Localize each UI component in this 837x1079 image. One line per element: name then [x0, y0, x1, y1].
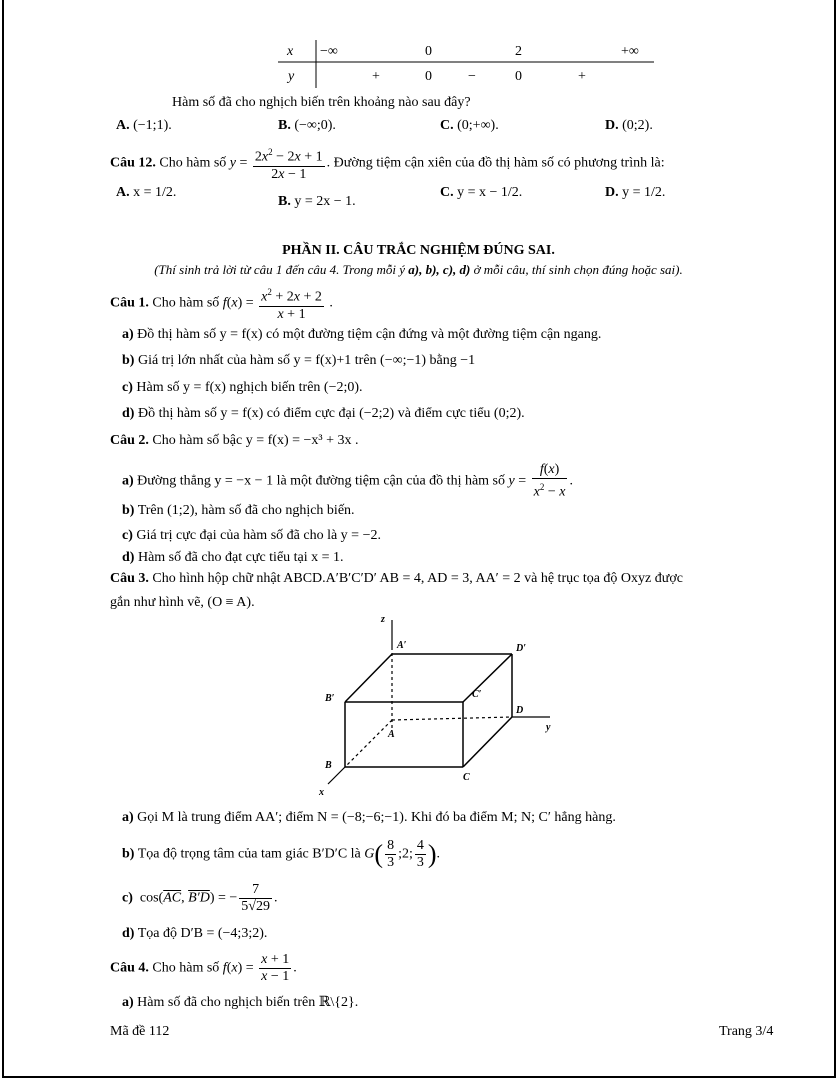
q11-stem: Hàm số đã cho nghịch biến trên khoảng nào sau đây? [172, 95, 471, 110]
table-y-1: 0 [425, 69, 432, 84]
table-x-label: x [287, 44, 294, 59]
q12-option-d: D. y = 1/2. [605, 185, 666, 200]
c3-item-d: d) Tọa độ D′B = (−4;3;2). [122, 926, 268, 941]
fig-label-y: y [546, 722, 551, 733]
footer-exam-code: Mã đề 112 [110, 1024, 170, 1039]
c2-item-b: b) Trên (1;2), hàm số đã cho nghịch biến. [122, 503, 355, 518]
q12-option-c: C. y = x − 1/2. [440, 185, 523, 200]
c3-item-c: c) $\cos(\overline{AC}$, B′D) = − $\frac{7}{5√29}$ . [122, 882, 278, 914]
table-x-3: +∞ [621, 44, 639, 59]
c2-item-d: d) Hàm số đã cho đạt cực tiểu tại x = 1. [122, 550, 344, 565]
c3-stem-line2: gắn như hình vẽ, (O ≡ A). [110, 595, 255, 610]
table-y-label: y [288, 69, 295, 84]
c3-item-a: a) Gọi M là trung điểm AA′; điểm N = (−8;−6;−1). Khi đó ba điểm M; N; C′ hẳng hàng. [122, 810, 616, 825]
c1-stem: Câu 1. Cho hàm số f(x) = $\frac{x^2 + 2x + 2}{x + 1}$ . [110, 284, 333, 323]
q12-stem: Câu 12. Cho hàm số y = $\frac{2x^2 - 2x + 1}{2x - 1}$ . Đường tiệm cận xiên của đồ thị hàm số có phương trình là: [110, 144, 665, 183]
c1-item-b: b) Giá trị lớn nhất của hàm số y = f(x)+1 trên (−∞;−1) bằng −1 [122, 353, 476, 368]
footer-page-number: Trang 3/4 [719, 1024, 774, 1039]
fig-label-a: A [388, 729, 395, 740]
c1-item-c: c) Hàm số y = f(x) nghịch biến trên (−2;0). [122, 380, 363, 395]
table-x-2: 2 [515, 44, 522, 59]
q12-option-b: B. y = 2x − 1. [278, 194, 356, 209]
q11-option-a: A. (−1;1). [116, 118, 172, 133]
fig-label-c-prime: C′ [472, 689, 482, 700]
table-y-0: + [372, 69, 380, 84]
c1-item-a: a) Đồ thị hàm số y = f(x) có một đường tiệm cận đứng và một đường tiệm cận ngang. [122, 327, 602, 342]
q11-option-b: B. (−∞;0). [278, 118, 336, 133]
part2-title: PHẦN II. CÂU TRẮC NGHIỆM ĐÚNG SAI. [282, 243, 555, 258]
fig-label-c: C [463, 772, 470, 783]
part2-instruction: (Thí sinh trả lời từ câu 1 đến câu 4. Trong mỗi ý a), b), c), d) ở mỗi câu, thí sinh chọn đúng hoặc sai). [154, 262, 683, 277]
c2-stem: Câu 2. Cho hàm số bậc y = f(x) = −x³ + 3x . [110, 433, 359, 448]
fig-label-a-prime: A′ [397, 640, 407, 651]
table-x-0: −∞ [320, 44, 338, 59]
c4-item-a: a) Hàm số đã cho nghịch biến trên ℝ\{2}. [122, 995, 359, 1010]
q12-option-a: A. x = 1/2. [116, 185, 177, 200]
fig-label-x: x [319, 787, 324, 798]
table-x-1: 0 [425, 44, 432, 59]
table-y-4: + [578, 69, 586, 84]
q11-option-c: C. (0;+∞). [440, 118, 499, 133]
c3-stem-line1: Câu 3. Cho hình hộp chữ nhật ABCD.A′B′C′D′ AB = 4, AD = 3, AA′ = 2 và hệ trục tọa độ Oxyz được [110, 571, 683, 586]
c2-item-a: a) Đường thẳng y = −x − 1 là một đường tiệm cận của đồ thị hàm số y = $\frac{f(x)}{x^2 - x}$ . [122, 462, 573, 500]
fig-label-b: B [325, 760, 332, 771]
table-y-2: − [468, 69, 476, 84]
c1-item-d: d) Đồ thị hàm số y = f(x) có điểm cực đại (−2;2) và điểm cực tiểu (0;2). [122, 406, 525, 421]
c2-item-c: c) Giá trị cực đại của hàm số đã cho là y = −2. [122, 528, 381, 543]
fig-label-d-prime: D′ [516, 643, 527, 654]
c4-stem: Câu 4. Cho hàm số f(x) = $\frac{x + 1}{x - 1}$ . [110, 952, 297, 984]
box-figure [310, 612, 570, 802]
fig-label-z: z [381, 614, 385, 625]
fig-label-d: D [516, 705, 524, 716]
table-y-3: 0 [515, 69, 522, 84]
q11-option-d: D. (0;2). [605, 118, 653, 133]
fig-label-b-prime: B′ [325, 693, 335, 704]
c3-item-b: b) Tọa độ trọng tâm của tam giác B′D′C là G( $\frac{8}{3}$ ;2; $\frac{4}{3}$ ). [122, 838, 441, 870]
